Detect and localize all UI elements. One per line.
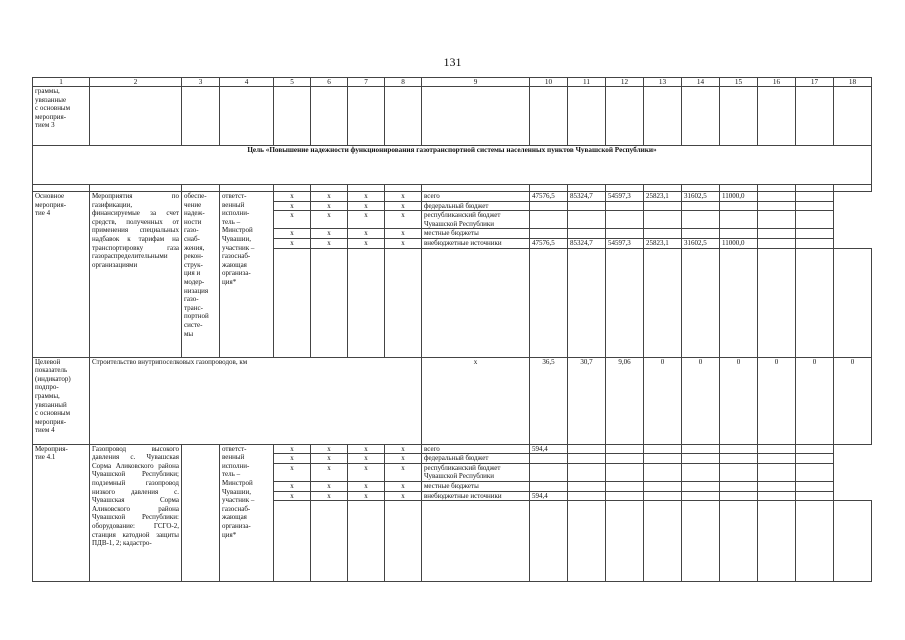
table-cell bbox=[90, 87, 182, 146]
table-cell bbox=[220, 185, 274, 192]
funding-source: республиканский бюджет Чувашской Республики bbox=[422, 211, 530, 229]
amount-cell bbox=[720, 211, 758, 229]
indicator-value: 0 bbox=[682, 357, 720, 444]
amount-cell bbox=[644, 229, 682, 239]
table-cell bbox=[348, 87, 385, 146]
amount-cell bbox=[568, 491, 606, 501]
amount-cell: 54597,3 bbox=[606, 238, 644, 248]
table-cell bbox=[644, 185, 682, 192]
code-cell: x bbox=[311, 211, 348, 229]
amount-cell bbox=[606, 444, 644, 454]
activity-executor: ответст- венный исполни- тель – Минстрой Чувашии, участник – газоснаб- жающая организа- ция* bbox=[220, 192, 274, 358]
table-cell bbox=[33, 185, 90, 192]
indicator-code: x bbox=[422, 357, 530, 444]
funding-source: всего bbox=[422, 444, 530, 454]
table-cell bbox=[311, 248, 348, 357]
amount-cell bbox=[720, 463, 758, 481]
row-label: граммы, увязанные с основным мероприя- тием 3 bbox=[33, 87, 90, 146]
table-cell bbox=[422, 185, 530, 192]
code-cell: x bbox=[311, 192, 348, 202]
code-cell: x bbox=[385, 211, 422, 229]
table-cell bbox=[606, 185, 644, 192]
table-cell bbox=[220, 87, 274, 146]
amount-cell: 25823,1 bbox=[644, 238, 682, 248]
amount-cell bbox=[720, 454, 758, 464]
table-cell bbox=[311, 185, 348, 192]
table-cell bbox=[796, 87, 834, 146]
code-cell: x bbox=[274, 192, 311, 202]
amount-cell: 85324,7 bbox=[568, 192, 606, 202]
amount-cell: 594,4 bbox=[530, 491, 568, 501]
column-number: 11 bbox=[568, 78, 606, 87]
code-cell: x bbox=[311, 238, 348, 248]
amount-cell bbox=[758, 238, 796, 248]
column-number: 8 bbox=[385, 78, 422, 87]
amount-cell bbox=[606, 454, 644, 464]
amount-cell bbox=[568, 481, 606, 491]
table-cell bbox=[720, 87, 758, 146]
table-cell bbox=[348, 248, 385, 357]
indicator-value: 0 bbox=[758, 357, 796, 444]
amount-cell bbox=[682, 463, 720, 481]
table-cell bbox=[758, 185, 796, 192]
amount-cell bbox=[758, 463, 796, 481]
header-row bbox=[33, 78, 872, 87]
table-cell bbox=[90, 185, 182, 192]
activity-goal bbox=[182, 444, 220, 582]
amount-cell bbox=[530, 454, 568, 464]
table-cell bbox=[606, 248, 644, 357]
amount-cell: 11000,0 bbox=[720, 238, 758, 248]
amount-cell bbox=[796, 454, 834, 464]
code-cell: x bbox=[311, 454, 348, 464]
table-cell bbox=[568, 87, 606, 146]
code-cell: x bbox=[274, 454, 311, 464]
code-cell: x bbox=[311, 229, 348, 239]
code-cell: x bbox=[385, 238, 422, 248]
column-number: 14 bbox=[682, 78, 720, 87]
amount-cell: 47576,5 bbox=[530, 192, 568, 202]
table-cell bbox=[274, 185, 311, 192]
code-cell: x bbox=[311, 481, 348, 491]
amount-cell bbox=[568, 463, 606, 481]
amount-cell bbox=[720, 481, 758, 491]
table-cell bbox=[758, 87, 796, 146]
amount-cell bbox=[682, 491, 720, 501]
table-cell bbox=[422, 248, 530, 357]
code-cell: x bbox=[348, 481, 385, 491]
amount-cell bbox=[796, 192, 834, 202]
amount-cell bbox=[568, 211, 606, 229]
code-cell: x bbox=[348, 192, 385, 202]
table-cell bbox=[796, 248, 834, 357]
indicator-value: 0 bbox=[644, 357, 682, 444]
code-cell: x bbox=[348, 229, 385, 239]
code-cell: x bbox=[385, 192, 422, 202]
amount-cell bbox=[758, 444, 796, 454]
table-cell bbox=[530, 185, 568, 192]
amount-cell bbox=[644, 481, 682, 491]
code-cell: x bbox=[348, 491, 385, 501]
indicator-description: Строительство внутрипоселковых газопроводов, км bbox=[90, 357, 422, 444]
table-cell bbox=[644, 87, 682, 146]
code-cell: x bbox=[385, 463, 422, 481]
table-cell bbox=[274, 501, 311, 582]
indicator-value: 36,5 bbox=[530, 357, 568, 444]
table-cell bbox=[385, 248, 422, 357]
table-cell bbox=[530, 248, 568, 357]
amount-cell bbox=[606, 201, 644, 211]
goal-title: Цель «Повышение надежности функционирования газотранспортной системы населенных пунктов Чувашской Республики» bbox=[33, 146, 872, 185]
table-cell bbox=[568, 185, 606, 192]
amount-cell bbox=[758, 211, 796, 229]
amount-cell bbox=[568, 444, 606, 454]
column-number: 5 bbox=[274, 78, 311, 87]
amount-cell bbox=[530, 481, 568, 491]
code-cell: x bbox=[348, 201, 385, 211]
amount-cell bbox=[682, 444, 720, 454]
indicator-value: 0 bbox=[720, 357, 758, 444]
table-cell bbox=[834, 87, 872, 146]
code-cell: x bbox=[348, 238, 385, 248]
code-cell: x bbox=[274, 238, 311, 248]
activity-executor: ответст- венный исполни- тель – Минстрой Чувашии, участник – газоснаб- жающая организа- ция* bbox=[220, 444, 274, 582]
goal-row bbox=[33, 146, 872, 185]
table-cell bbox=[385, 501, 422, 582]
column-number: 10 bbox=[530, 78, 568, 87]
column-number: 9 bbox=[422, 78, 530, 87]
table-cell bbox=[568, 248, 606, 357]
table-cell bbox=[422, 87, 530, 146]
indicator-row bbox=[33, 357, 872, 444]
amount-cell bbox=[606, 491, 644, 501]
column-number: 16 bbox=[758, 78, 796, 87]
table-cell bbox=[348, 185, 385, 192]
code-cell: x bbox=[274, 444, 311, 454]
code-cell: x bbox=[274, 229, 311, 239]
column-number: 6 bbox=[311, 78, 348, 87]
table-cell bbox=[530, 501, 568, 582]
table-cell bbox=[530, 87, 568, 146]
amount-cell bbox=[644, 201, 682, 211]
code-cell: x bbox=[348, 444, 385, 454]
amount-cell bbox=[606, 481, 644, 491]
table-cell bbox=[348, 501, 385, 582]
table-cell bbox=[568, 501, 606, 582]
table-cell bbox=[796, 185, 834, 192]
column-number: 2 bbox=[90, 78, 182, 87]
table-cell bbox=[644, 248, 682, 357]
column-number: 15 bbox=[720, 78, 758, 87]
page-number: 131 bbox=[443, 55, 462, 69]
code-cell: x bbox=[311, 463, 348, 481]
code-cell: x bbox=[385, 491, 422, 501]
table-cell bbox=[606, 501, 644, 582]
code-cell: x bbox=[274, 201, 311, 211]
amount-cell bbox=[644, 491, 682, 501]
funding-source: федеральный бюджет bbox=[422, 201, 530, 211]
table-cell bbox=[682, 248, 720, 357]
amount-cell bbox=[568, 201, 606, 211]
amount-cell bbox=[606, 229, 644, 239]
funding-source: республиканский бюджет Чувашской Республики bbox=[422, 463, 530, 481]
amount-cell bbox=[682, 211, 720, 229]
table-cell bbox=[682, 185, 720, 192]
table-cell bbox=[182, 87, 220, 146]
amount-cell: 11000,0 bbox=[720, 192, 758, 202]
table-cell bbox=[834, 185, 872, 192]
amount-cell: 31602,5 bbox=[682, 192, 720, 202]
amount-cell bbox=[530, 229, 568, 239]
code-cell: x bbox=[274, 463, 311, 481]
amount-cell bbox=[682, 454, 720, 464]
funding-source: местные бюджеты bbox=[422, 229, 530, 239]
table-cell bbox=[834, 248, 872, 357]
table-cell bbox=[720, 501, 758, 582]
amount-cell bbox=[682, 229, 720, 239]
column-number: 17 bbox=[796, 78, 834, 87]
table-row bbox=[33, 87, 872, 146]
amount-cell bbox=[568, 229, 606, 239]
activity-goal: обеспе- чение надеж- ности газо- снаб- жения, рекон- струк- ция и модер- низация газо- транс- портной систе- мы bbox=[182, 192, 220, 358]
amount-cell bbox=[758, 481, 796, 491]
table-cell bbox=[311, 87, 348, 146]
amount-cell: 25823,1 bbox=[644, 192, 682, 202]
amount-cell bbox=[644, 463, 682, 481]
table-cell bbox=[834, 501, 872, 582]
code-cell: x bbox=[385, 454, 422, 464]
code-cell: x bbox=[348, 454, 385, 464]
table-cell bbox=[758, 501, 796, 582]
amount-cell bbox=[796, 238, 834, 248]
indicator-label: Целевой показатель (индикатор) подпро- граммы, увязанный с основным мероприя- тием 4 bbox=[33, 357, 90, 444]
code-cell: x bbox=[348, 463, 385, 481]
column-number: 13 bbox=[644, 78, 682, 87]
activity-code: Основное мероприя- тие 4 bbox=[33, 192, 90, 358]
table-cell bbox=[644, 501, 682, 582]
table-cell bbox=[720, 248, 758, 357]
indicator-value: 0 bbox=[834, 357, 872, 444]
code-cell: x bbox=[385, 444, 422, 454]
amount-cell bbox=[796, 491, 834, 501]
table-cell bbox=[182, 185, 220, 192]
code-cell: x bbox=[274, 481, 311, 491]
activity-description: Газопровод высокого давления с. Чувашская Сорма Аликовского района Чувашской Республики; подземный газопровод низкого давления с. Чувашская Сорма Аликовского района Чувашской Республики: оборудование: ГСГО-2, станция катодной защиты ПДВ-1, 2; кадастро- bbox=[90, 444, 182, 582]
funding-source: всего bbox=[422, 192, 530, 202]
amount-cell bbox=[758, 229, 796, 239]
amount-cell bbox=[796, 444, 834, 454]
amount-cell bbox=[796, 201, 834, 211]
table-cell bbox=[682, 501, 720, 582]
code-cell: x bbox=[385, 201, 422, 211]
table-cell bbox=[422, 501, 530, 582]
indicator-value: 0 bbox=[796, 357, 834, 444]
amount-cell bbox=[796, 229, 834, 239]
table-cell bbox=[311, 501, 348, 582]
spacer-row bbox=[33, 185, 872, 192]
code-cell: x bbox=[385, 481, 422, 491]
table-cell bbox=[606, 87, 644, 146]
table-cell bbox=[682, 87, 720, 146]
table-row bbox=[33, 444, 872, 454]
indicator-value: 30,7 bbox=[568, 357, 606, 444]
indicator-value: 9,06 bbox=[606, 357, 644, 444]
table-cell bbox=[758, 248, 796, 357]
funding-source: внебюджетные источники bbox=[422, 238, 530, 248]
amount-cell bbox=[796, 481, 834, 491]
column-number: 12 bbox=[606, 78, 644, 87]
funding-source: местные бюджеты bbox=[422, 481, 530, 491]
funding-source: внебюджетные источники bbox=[422, 491, 530, 501]
code-cell: x bbox=[274, 491, 311, 501]
amount-cell: 85324,7 bbox=[568, 238, 606, 248]
amount-cell bbox=[758, 201, 796, 211]
amount-cell bbox=[530, 211, 568, 229]
amount-cell bbox=[720, 491, 758, 501]
amount-cell bbox=[530, 463, 568, 481]
amount-cell bbox=[644, 444, 682, 454]
amount-cell: 594,4 bbox=[530, 444, 568, 454]
amount-cell bbox=[758, 491, 796, 501]
table-cell bbox=[274, 87, 311, 146]
amount-cell: 54597,3 bbox=[606, 192, 644, 202]
amount-cell bbox=[796, 211, 834, 229]
amount-cell bbox=[644, 454, 682, 464]
amount-cell bbox=[682, 201, 720, 211]
table-cell bbox=[385, 185, 422, 192]
program-table bbox=[32, 77, 872, 582]
table-cell bbox=[274, 248, 311, 357]
column-number: 3 bbox=[182, 78, 220, 87]
activity-description: Мероприятия по газификации, финансируемые за счет средств, полученных от применения специальных надбавок к тарифам на транспортировку газа газораспределительными организациями bbox=[90, 192, 182, 358]
amount-cell bbox=[758, 454, 796, 464]
funding-source: федеральный бюджет bbox=[422, 454, 530, 464]
activity-code: Мероприя- тие 4.1 bbox=[33, 444, 90, 582]
table-cell bbox=[385, 87, 422, 146]
amount-cell bbox=[758, 192, 796, 202]
code-cell: x bbox=[385, 229, 422, 239]
amount-cell bbox=[720, 444, 758, 454]
amount-cell: 47576,5 bbox=[530, 238, 568, 248]
code-cell: x bbox=[311, 201, 348, 211]
table-cell bbox=[720, 185, 758, 192]
amount-cell bbox=[720, 201, 758, 211]
amount-cell bbox=[682, 481, 720, 491]
amount-cell bbox=[606, 211, 644, 229]
amount-cell bbox=[644, 211, 682, 229]
amount-cell bbox=[720, 229, 758, 239]
table-row bbox=[33, 192, 872, 202]
column-number: 4 bbox=[220, 78, 274, 87]
amount-cell bbox=[606, 463, 644, 481]
amount-cell bbox=[568, 454, 606, 464]
code-cell: x bbox=[311, 444, 348, 454]
amount-cell: 31602,5 bbox=[682, 238, 720, 248]
code-cell: x bbox=[311, 491, 348, 501]
table-cell bbox=[796, 501, 834, 582]
column-number: 7 bbox=[348, 78, 385, 87]
amount-cell bbox=[530, 201, 568, 211]
column-number: 18 bbox=[834, 78, 872, 87]
code-cell: x bbox=[274, 211, 311, 229]
amount-cell bbox=[796, 463, 834, 481]
code-cell: x bbox=[348, 211, 385, 229]
column-number: 1 bbox=[33, 78, 90, 87]
